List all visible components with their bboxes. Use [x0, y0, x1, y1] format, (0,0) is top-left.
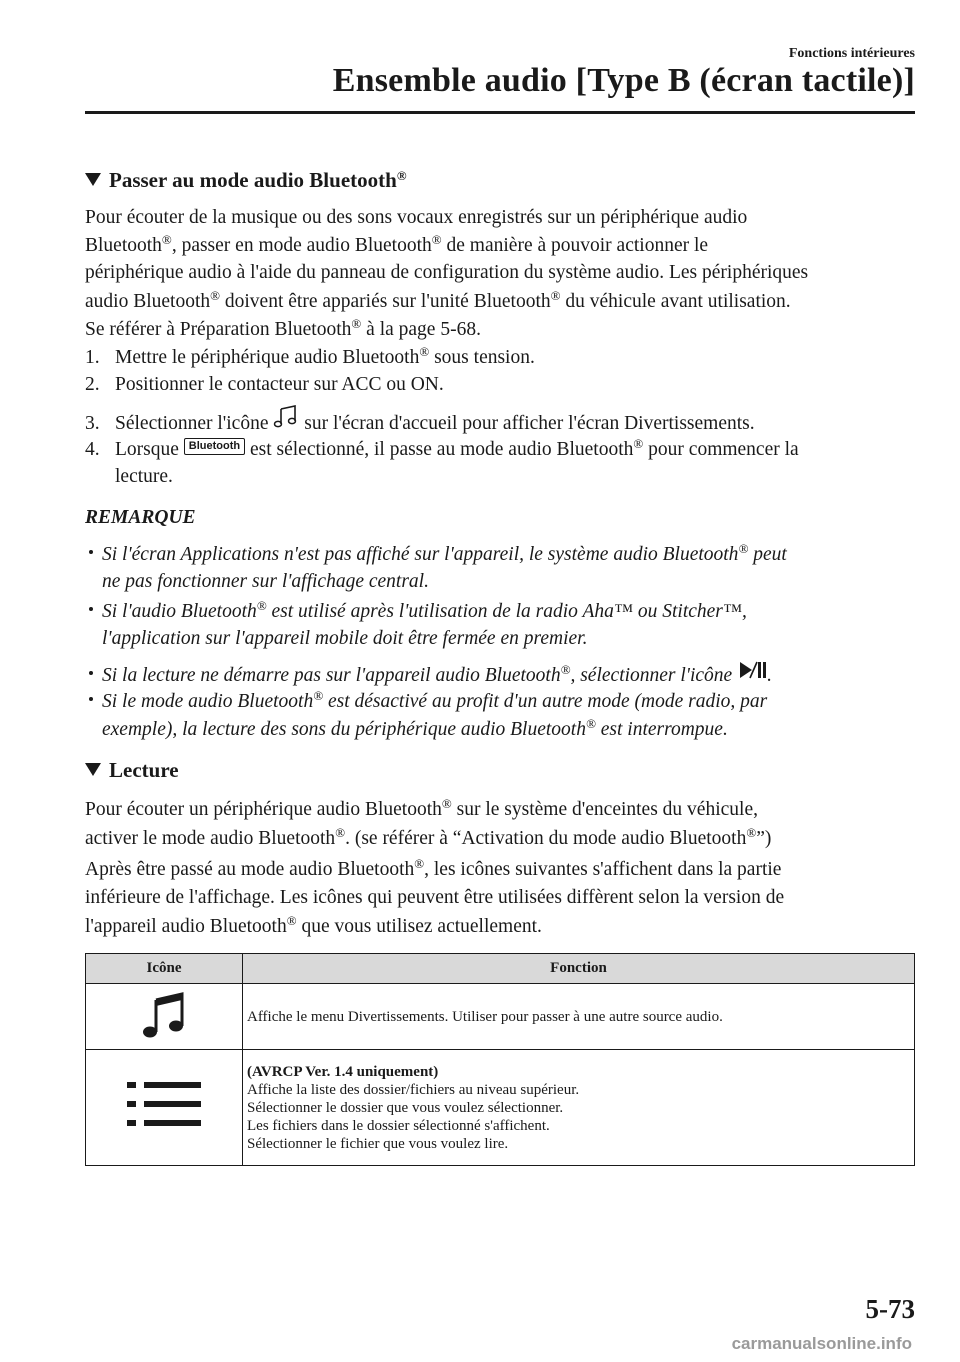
- column-header-icon: Icône: [86, 954, 243, 984]
- section-heading-bluetooth: Passer au mode audio Bluetooth®: [85, 168, 407, 193]
- bluetooth-source-button: Bluetooth: [184, 438, 245, 455]
- note-item: Si l'écran Applications n'est pas affiché sur l'appareil, le système audio Bluetooth® peut: [89, 542, 787, 568]
- triangle-bullet-icon: [85, 173, 101, 186]
- section-heading-lecture: Lecture: [85, 758, 179, 783]
- function-cell: Affiche le menu Divertissements. Utiliser pour passer à une autre source audio.: [243, 984, 915, 1050]
- bullet-icon: [89, 550, 93, 554]
- paragraph-line: périphérique audio à l'aide du panneau de configuration du système audio. Les périphériques: [85, 262, 809, 283]
- note-item: Si le mode audio Bluetooth® est désactivé au profit d'un autre mode (mode radio, par: [89, 689, 767, 715]
- icon-function-table: [85, 953, 915, 1166]
- step-4-continuation: lecture.: [115, 466, 173, 487]
- table-header-row: [86, 954, 915, 984]
- step-4: 4. Lorsque Bluetooth est sélectionné, il passe au mode audio Bluetooth® pour commencer la: [85, 436, 799, 460]
- note-item: Si l'audio Bluetooth® est utilisé après l'utilisation de la radio Aha™ ou Stitcher™,: [89, 599, 747, 625]
- step-2: 2. Positionner le contacteur sur ACC ou ON.: [85, 374, 444, 395]
- note-item-cont: ne pas fonctionner sur l'affichage central.: [102, 571, 429, 592]
- music-note-icon: [273, 405, 299, 437]
- paragraph-line: Pour écouter un périphérique audio Bluetooth® sur le système d'enceintes du véhicule,: [85, 796, 758, 820]
- paragraph-line: Bluetooth®, passer en mode audio Bluetooth® de manière à pouvoir actionner le: [85, 232, 709, 256]
- icon-cell: [86, 1050, 243, 1166]
- list-icon: [124, 1118, 204, 1134]
- step-3: 3. Sélectionner l'icône sur l'écran d'accueil pour afficher l'écran Divertissements.: [85, 405, 755, 437]
- chapter-title: Ensemble audio [Type B (écran tactile)]: [332, 62, 915, 99]
- paragraph-line: l'appareil audio Bluetooth® que vous utilisez actuellement.: [85, 913, 542, 937]
- paragraph-line: Pour écouter de la musique ou des sons vocaux enregistrés sur un périphérique audio: [85, 207, 748, 228]
- bullet-icon: [89, 607, 93, 611]
- note-item-cont: l'application sur l'appareil mobile doit être fermée en premier.: [102, 628, 588, 649]
- bullet-icon: [89, 697, 93, 701]
- bullet-icon: [89, 671, 93, 675]
- watermark: carmanualsonline.info: [731, 1334, 912, 1353]
- music-note-icon: [142, 1028, 186, 1044]
- paragraph-line: inférieure de l'affichage. Les icônes qui peuvent être utilisées diffèrent selon la version de: [85, 887, 785, 908]
- function-cell: (AVRCP Ver. 1.4 uniquement) Affiche la liste des dossier/fichiers au niveau supérieur. Sélectionner le dossier que vous voulez sélectionner. Les fichiers dans le dossier sélectionné s'affichent. Sélectionner le fichier que vous voulez lire.: [243, 1050, 915, 1166]
- paragraph-line: Après être passé au mode audio Bluetooth®, les icônes suivantes s'affichent dans la partie: [85, 856, 782, 880]
- note-item-cont: exemple), la lecture des sons du périphérique audio Bluetooth® est interrompue.: [102, 716, 728, 740]
- header-rule: [85, 111, 915, 114]
- icon-cell: [86, 984, 243, 1050]
- paragraph-line: Se référer à Préparation Bluetooth® à la page 5-68.: [85, 316, 481, 340]
- play-pause-icon: [737, 659, 767, 689]
- step-1: 1. Mettre le périphérique audio Bluetooth® sous tension.: [85, 344, 535, 368]
- paragraph-line: activer le mode audio Bluetooth®. (se référer à “Activation du mode audio Bluetooth®”): [85, 825, 772, 849]
- paragraph-line: audio Bluetooth® doivent être appariés sur l'unité Bluetooth® du véhicule avant utilisation.: [85, 288, 791, 312]
- page-number: 5-73: [865, 1294, 915, 1324]
- table-row: [86, 984, 915, 1050]
- column-header-function: Fonction: [243, 954, 915, 984]
- note-title: REMARQUE: [85, 507, 196, 528]
- triangle-bullet-icon: [85, 763, 101, 776]
- table-row: [86, 1050, 915, 1166]
- section-label: Fonctions intérieures: [788, 46, 915, 61]
- note-item: Si la lecture ne démarre pas sur l'appareil audio Bluetooth®, sélectionner l'icône .: [89, 659, 772, 689]
